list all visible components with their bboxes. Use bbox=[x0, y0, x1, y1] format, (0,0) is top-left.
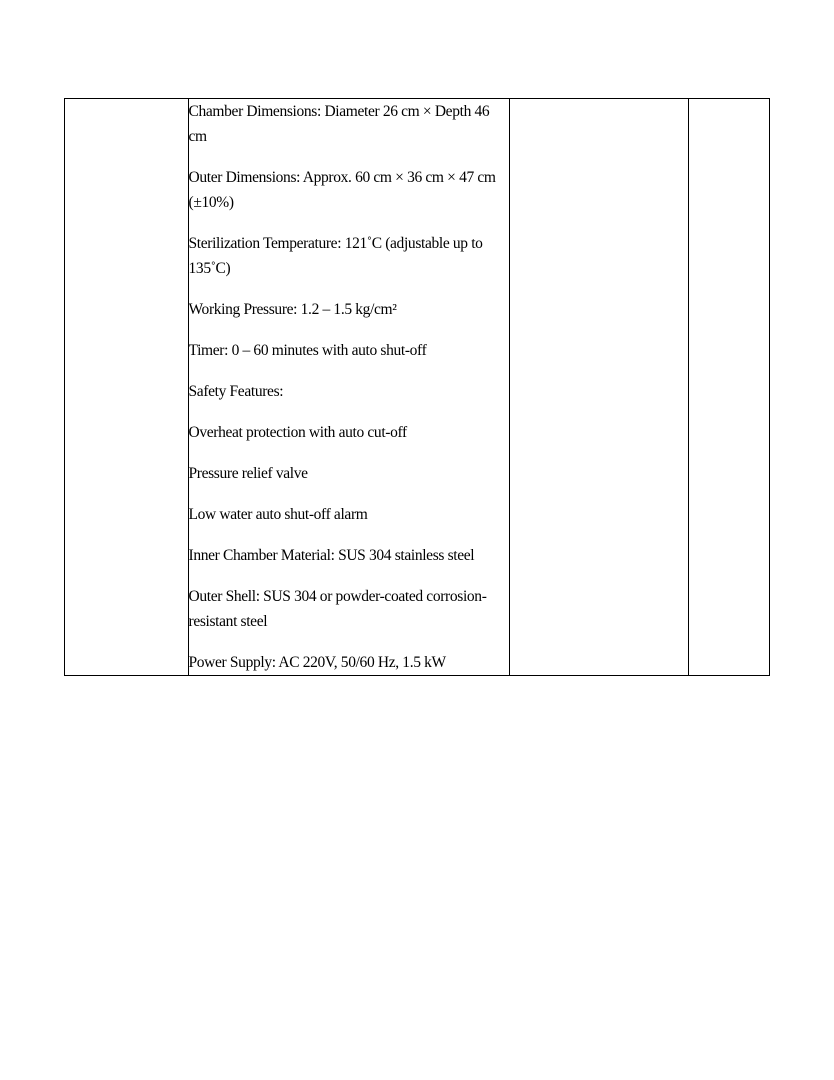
spec-power-supply: Power Supply: AC 220V, 50/60 Hz, 1.5 kW bbox=[188, 654, 446, 671]
table-cell-column-1 bbox=[65, 99, 189, 676]
spec-outer-dimensions: Outer Dimensions: Approx. 60 cm × 36 cm × 47 cm (±10%) bbox=[188, 169, 496, 211]
spec-chamber-dimensions: Chamber Dimensions: Diameter 26 cm × Depth 46 cm bbox=[188, 103, 490, 145]
spec-pressure-relief-valve: Pressure relief valve bbox=[188, 465, 308, 482]
spec-low-water-alarm: Low water auto shut-off alarm bbox=[188, 506, 368, 523]
spec-outer-shell: Outer Shell: SUS 304 or powder-coated corrosion-resistant steel bbox=[188, 588, 487, 630]
spec-inner-chamber-material: Inner Chamber Material: SUS 304 stainless steel bbox=[188, 547, 475, 564]
table-cell-column-4 bbox=[688, 99, 769, 676]
spec-overheat-protection: Overheat protection with auto cut-off bbox=[188, 424, 407, 441]
specification-table bbox=[64, 98, 770, 676]
spec-working-pressure: Working Pressure: 1.2 – 1.5 kg/cm² bbox=[188, 301, 397, 318]
table-row bbox=[65, 99, 770, 676]
table-cell-column-3 bbox=[509, 99, 688, 676]
spec-safety-features-heading: Safety Features: bbox=[188, 383, 284, 400]
table-cell-specifications bbox=[188, 99, 509, 676]
spec-sterilization-temperature: Sterilization Temperature: 121˚C (adjustable up to 135˚C) bbox=[188, 235, 483, 277]
spec-timer: Timer: 0 – 60 minutes with auto shut-off bbox=[188, 342, 427, 359]
